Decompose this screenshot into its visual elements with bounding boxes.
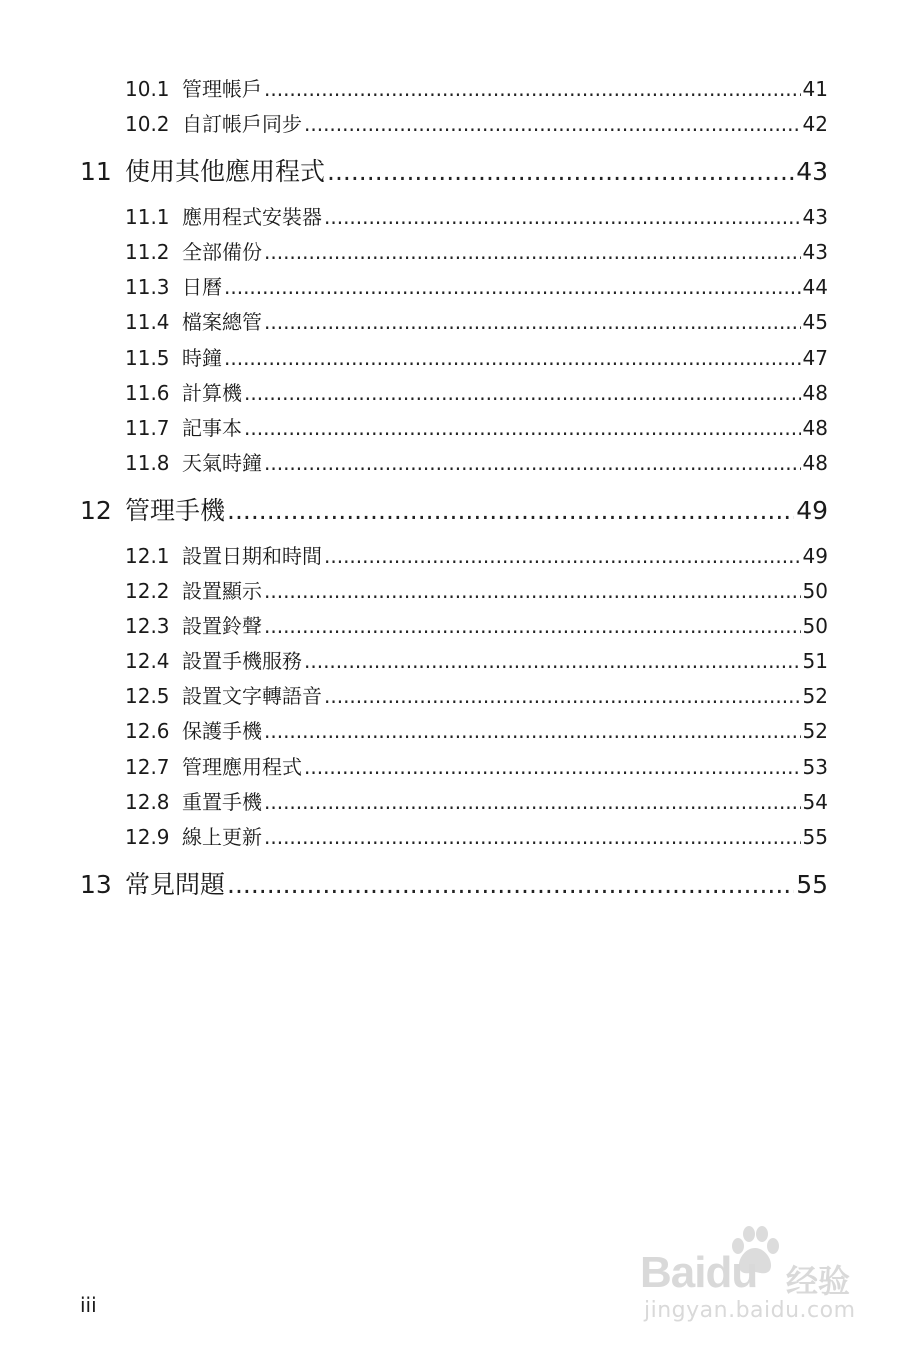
chapter-page-number: 49 [796, 495, 828, 525]
section-page-number: 51 [802, 649, 828, 674]
section-title: 自訂帳戶同步 [182, 112, 302, 137]
dot-leader [224, 341, 801, 376]
section-page-number: 52 [802, 684, 828, 709]
section-title: 管理應用程式 [182, 754, 302, 779]
section-title: 應用程式安裝器 [182, 205, 322, 230]
toc-section-entry[interactable] [80, 820, 828, 855]
section-title: 設置日期和時間 [182, 543, 322, 568]
dot-leader [324, 200, 801, 235]
section-number: 12.6 [125, 719, 170, 744]
chapter-title: 常見問題 [125, 869, 226, 899]
toc-section-entry[interactable] [80, 679, 828, 714]
section-number: 10.2 [125, 112, 170, 137]
section-number: 12.5 [125, 684, 170, 709]
toc-section-entry[interactable] [80, 270, 828, 305]
dot-leader [264, 305, 801, 340]
section-number: 12.2 [125, 579, 170, 604]
section-page-number: 44 [802, 275, 828, 300]
chapter-title: 管理手機 [125, 495, 226, 525]
section-title: 天氣時鐘 [182, 450, 262, 475]
chapter-number: 13 [80, 869, 112, 899]
dot-leader [264, 714, 801, 749]
section-page-number: 50 [802, 614, 828, 639]
dot-leader [304, 750, 801, 785]
toc-section-entry[interactable] [80, 446, 828, 481]
toc-section-entry[interactable] [80, 107, 828, 142]
toc-section-entry[interactable] [80, 305, 828, 340]
section-title: 管理帳戶 [182, 77, 262, 101]
section-title: 設置鈴聲 [182, 614, 262, 639]
section-title: 全部備份 [182, 240, 262, 265]
watermark-logo-text: Baidu [640, 1248, 758, 1297]
section-page-number: 43 [802, 240, 828, 265]
section-number: 11.2 [125, 240, 170, 265]
dot-leader [264, 446, 801, 481]
toc-section-entry[interactable] [80, 574, 828, 609]
baidu-watermark [640, 1218, 860, 1328]
toc-section-entry[interactable] [80, 785, 828, 820]
watermark-url: jingyan.baidu.com [644, 1298, 856, 1323]
toc-section-entry[interactable] [80, 750, 828, 785]
section-title: 線上更新 [182, 824, 262, 849]
section-title: 計算機 [182, 380, 242, 405]
toc-chapter-entry[interactable] [80, 489, 828, 533]
toc-chapter-entry[interactable] [80, 150, 828, 194]
section-page-number: 54 [802, 789, 828, 814]
toc-section-entry[interactable] [80, 200, 828, 235]
chapter-number: 11 [80, 157, 112, 187]
toc-section-entry[interactable] [80, 644, 828, 679]
section-title: 保護手機 [182, 719, 262, 744]
section-title: 時鐘 [182, 345, 222, 370]
section-page-number: 48 [802, 380, 828, 405]
section-page-number: 42 [802, 112, 828, 137]
section-page-number: 53 [802, 754, 828, 779]
dot-leader [227, 489, 794, 533]
dot-leader [227, 863, 794, 907]
section-number: 11.5 [125, 345, 170, 370]
dot-leader [264, 574, 801, 609]
dot-leader [264, 785, 801, 820]
section-title: 記事本 [182, 415, 242, 440]
section-title: 設置文字轉語音 [182, 684, 322, 709]
toc-section-entry[interactable] [80, 341, 828, 376]
dot-leader [304, 107, 801, 142]
section-page-number: 41 [802, 77, 828, 101]
section-page-number: 50 [802, 579, 828, 604]
section-number: 11.1 [125, 205, 170, 230]
section-number: 10.1 [125, 77, 170, 101]
section-number: 11.6 [125, 380, 170, 405]
section-title: 檔案總管 [182, 310, 262, 335]
section-page-number: 48 [802, 450, 828, 475]
section-page-number: 52 [802, 719, 828, 744]
toc-section-entry[interactable] [80, 609, 828, 644]
dot-leader [264, 72, 801, 107]
section-page-number: 48 [802, 415, 828, 440]
section-number: 12.8 [125, 789, 170, 814]
chapter-title: 使用其他應用程式 [125, 157, 326, 187]
table-of-contents [80, 72, 828, 913]
section-number: 11.7 [125, 415, 170, 440]
dot-leader [304, 644, 801, 679]
section-number: 12.7 [125, 754, 170, 779]
section-page-number: 45 [802, 310, 828, 335]
toc-section-entry[interactable] [80, 539, 828, 574]
section-page-number: 49 [802, 543, 828, 568]
dot-leader [224, 270, 801, 305]
dot-leader [244, 411, 801, 446]
toc-section-entry[interactable] [80, 714, 828, 749]
dot-leader [324, 679, 801, 714]
dot-leader [264, 820, 801, 855]
section-number: 11.3 [125, 275, 170, 300]
section-page-number: 43 [802, 205, 828, 230]
watermark-brand-text: 经验 [786, 1262, 851, 1300]
chapter-number: 12 [80, 495, 112, 525]
page-footer-number: iii [80, 1293, 97, 1317]
section-number: 12.3 [125, 614, 170, 639]
toc-section-entry[interactable] [80, 411, 828, 446]
section-title: 日曆 [182, 275, 222, 300]
dot-leader [327, 150, 794, 194]
section-page-number: 55 [802, 824, 828, 849]
section-title: 設置手機服務 [182, 649, 302, 674]
toc-chapter-entry[interactable] [80, 863, 828, 907]
toc-section-entry[interactable] [80, 376, 828, 411]
section-title: 重置手機 [182, 789, 262, 814]
dot-leader [324, 539, 801, 574]
toc-section-entry[interactable] [80, 72, 828, 107]
toc-section-entry[interactable] [80, 235, 828, 270]
section-number: 12.9 [125, 824, 170, 849]
dot-leader [244, 376, 801, 411]
section-title: 設置顯示 [182, 579, 262, 604]
dot-leader [264, 609, 801, 644]
section-page-number: 47 [802, 345, 828, 370]
section-number: 12.4 [125, 649, 170, 674]
chapter-page-number: 43 [796, 157, 828, 187]
chapter-page-number: 55 [796, 869, 828, 899]
section-number: 11.8 [125, 450, 170, 475]
section-number: 12.1 [125, 543, 170, 568]
dot-leader [264, 235, 801, 270]
section-number: 11.4 [125, 310, 170, 335]
